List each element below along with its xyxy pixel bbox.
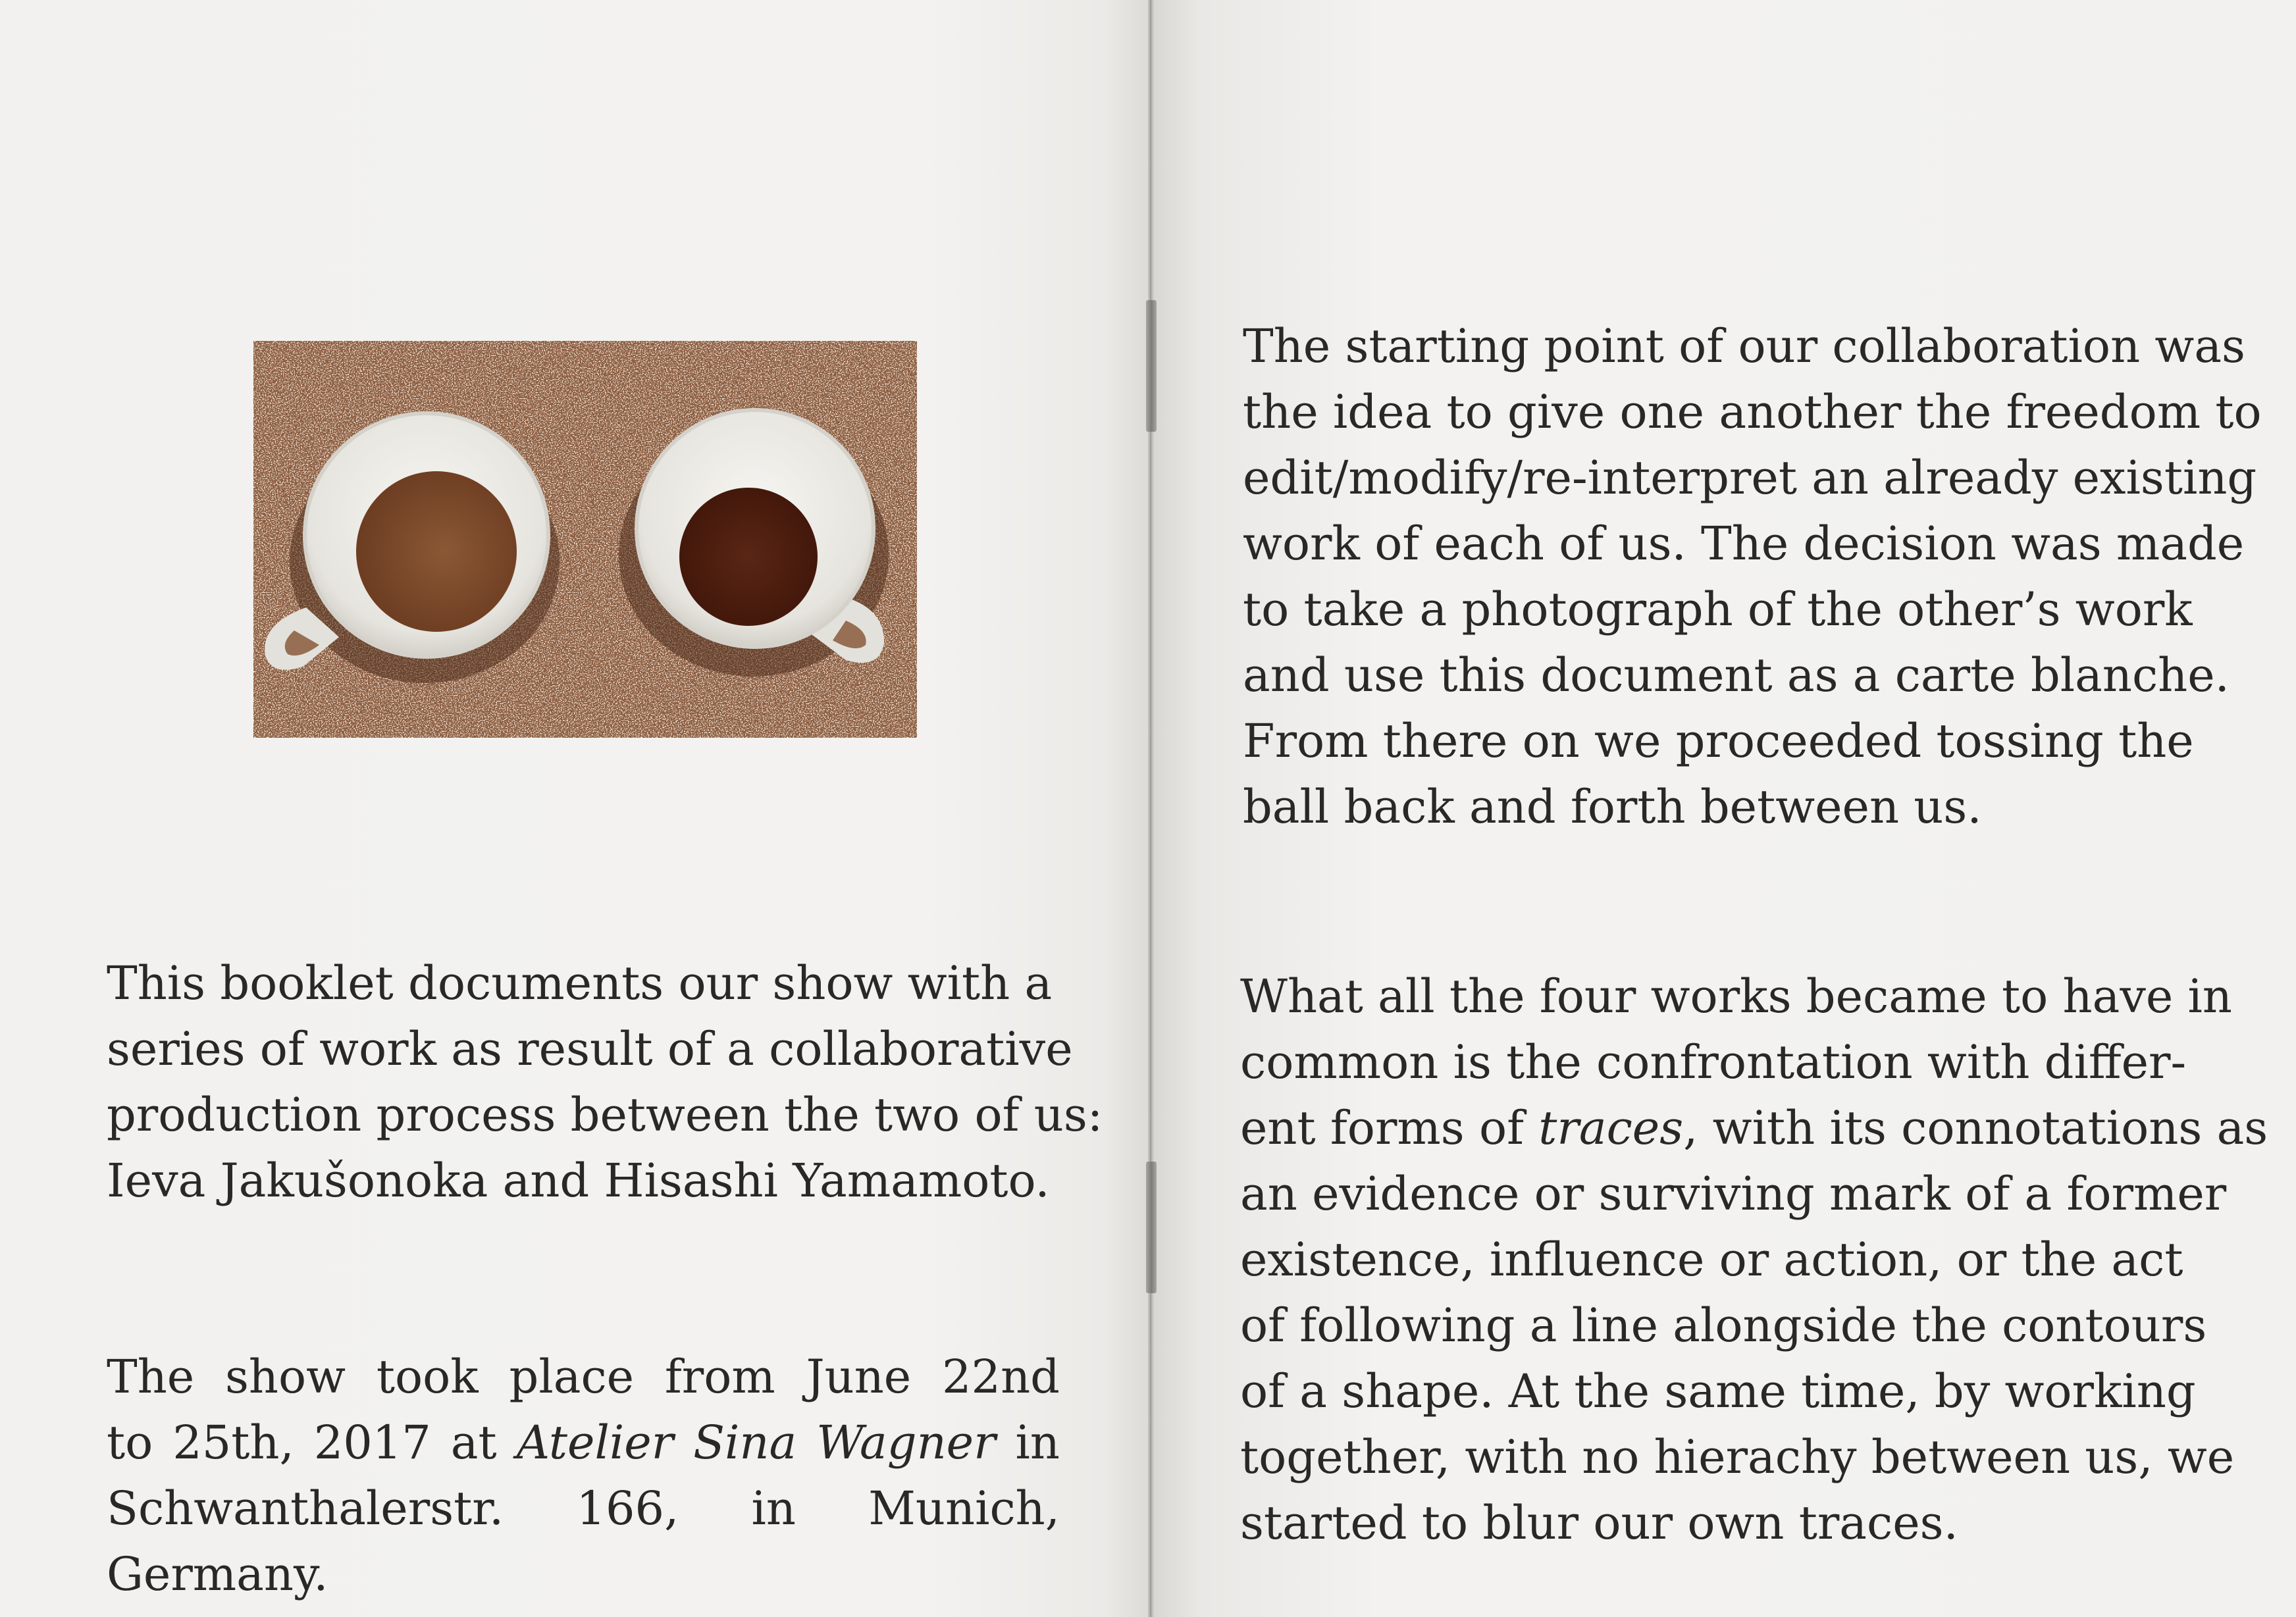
collab-line: the idea to give one another the freedom to <box>1243 385 2262 439</box>
traces-line: of a shape. At the same time, by working <box>1240 1364 2196 1418</box>
traces-line <box>1240 1095 2267 1161</box>
show-line <box>107 1410 1060 1476</box>
collab-line: From there on we proceeded tossing the <box>1243 714 2194 768</box>
traces-line: of following a line alongside the contours <box>1240 1298 2207 1352</box>
right-page <box>1153 0 2296 1617</box>
venue-name: Atelier Sina Wagner <box>516 1416 996 1470</box>
traces-line: started to blur our own traces. <box>1240 1496 1958 1550</box>
show-line: The show took place from June 22nd <box>107 1350 1060 1404</box>
collab-line: and use this document as a carte blanche. <box>1243 648 2230 702</box>
traces-line-end: , with its connotations as <box>1683 1101 2268 1155</box>
traces-word: traces <box>1538 1101 1684 1155</box>
bottom-staple <box>1146 1162 1157 1293</box>
traces-line-start: ent forms of <box>1240 1101 1525 1155</box>
traces-line: What all the four works became to have in <box>1240 969 2233 1023</box>
intro-line: series of work as result of a collaborative <box>107 1022 1073 1076</box>
show-in-text: in <box>1015 1416 1060 1470</box>
top-staple <box>1146 300 1157 432</box>
show-details-paragraph <box>107 1344 1060 1607</box>
spine-fold <box>1148 0 1155 1617</box>
intro-paragraph <box>107 950 1103 1214</box>
collab-line: ball back and forth between us. <box>1243 780 1982 834</box>
traces-paragraph <box>1240 963 2267 1556</box>
collaboration-paragraph <box>1243 313 2270 840</box>
intro-line: production process between the two of us: <box>107 1088 1103 1142</box>
traces-line: common is the confrontation with differ- <box>1240 1035 2187 1089</box>
traces-line: an evidence or surviving mark of a former <box>1240 1167 2227 1221</box>
coffee-cups-photo <box>253 341 917 738</box>
intro-line: This booklet documents our show with a <box>107 956 1053 1010</box>
collab-line: to take a photograph of the other’s work <box>1243 582 2193 636</box>
traces-line: existence, influence or action, or the act <box>1240 1233 2183 1287</box>
collab-line: edit/modify/re-interpret an already existing <box>1243 451 2257 505</box>
show-date-text: to 25th, 2017 at <box>107 1416 497 1470</box>
intro-line: Ieva Jakušonoka and Hisashi Yamamoto. <box>107 1154 1050 1208</box>
collab-line: work of each of us. The decision was made <box>1243 517 2245 571</box>
traces-line: together, with no hierachy between us, we <box>1240 1430 2235 1484</box>
show-line: Schwanthalerstr. 166, in Munich, Germany. <box>107 1481 1060 1601</box>
collab-line: The starting point of our collaboration was <box>1243 319 2245 373</box>
